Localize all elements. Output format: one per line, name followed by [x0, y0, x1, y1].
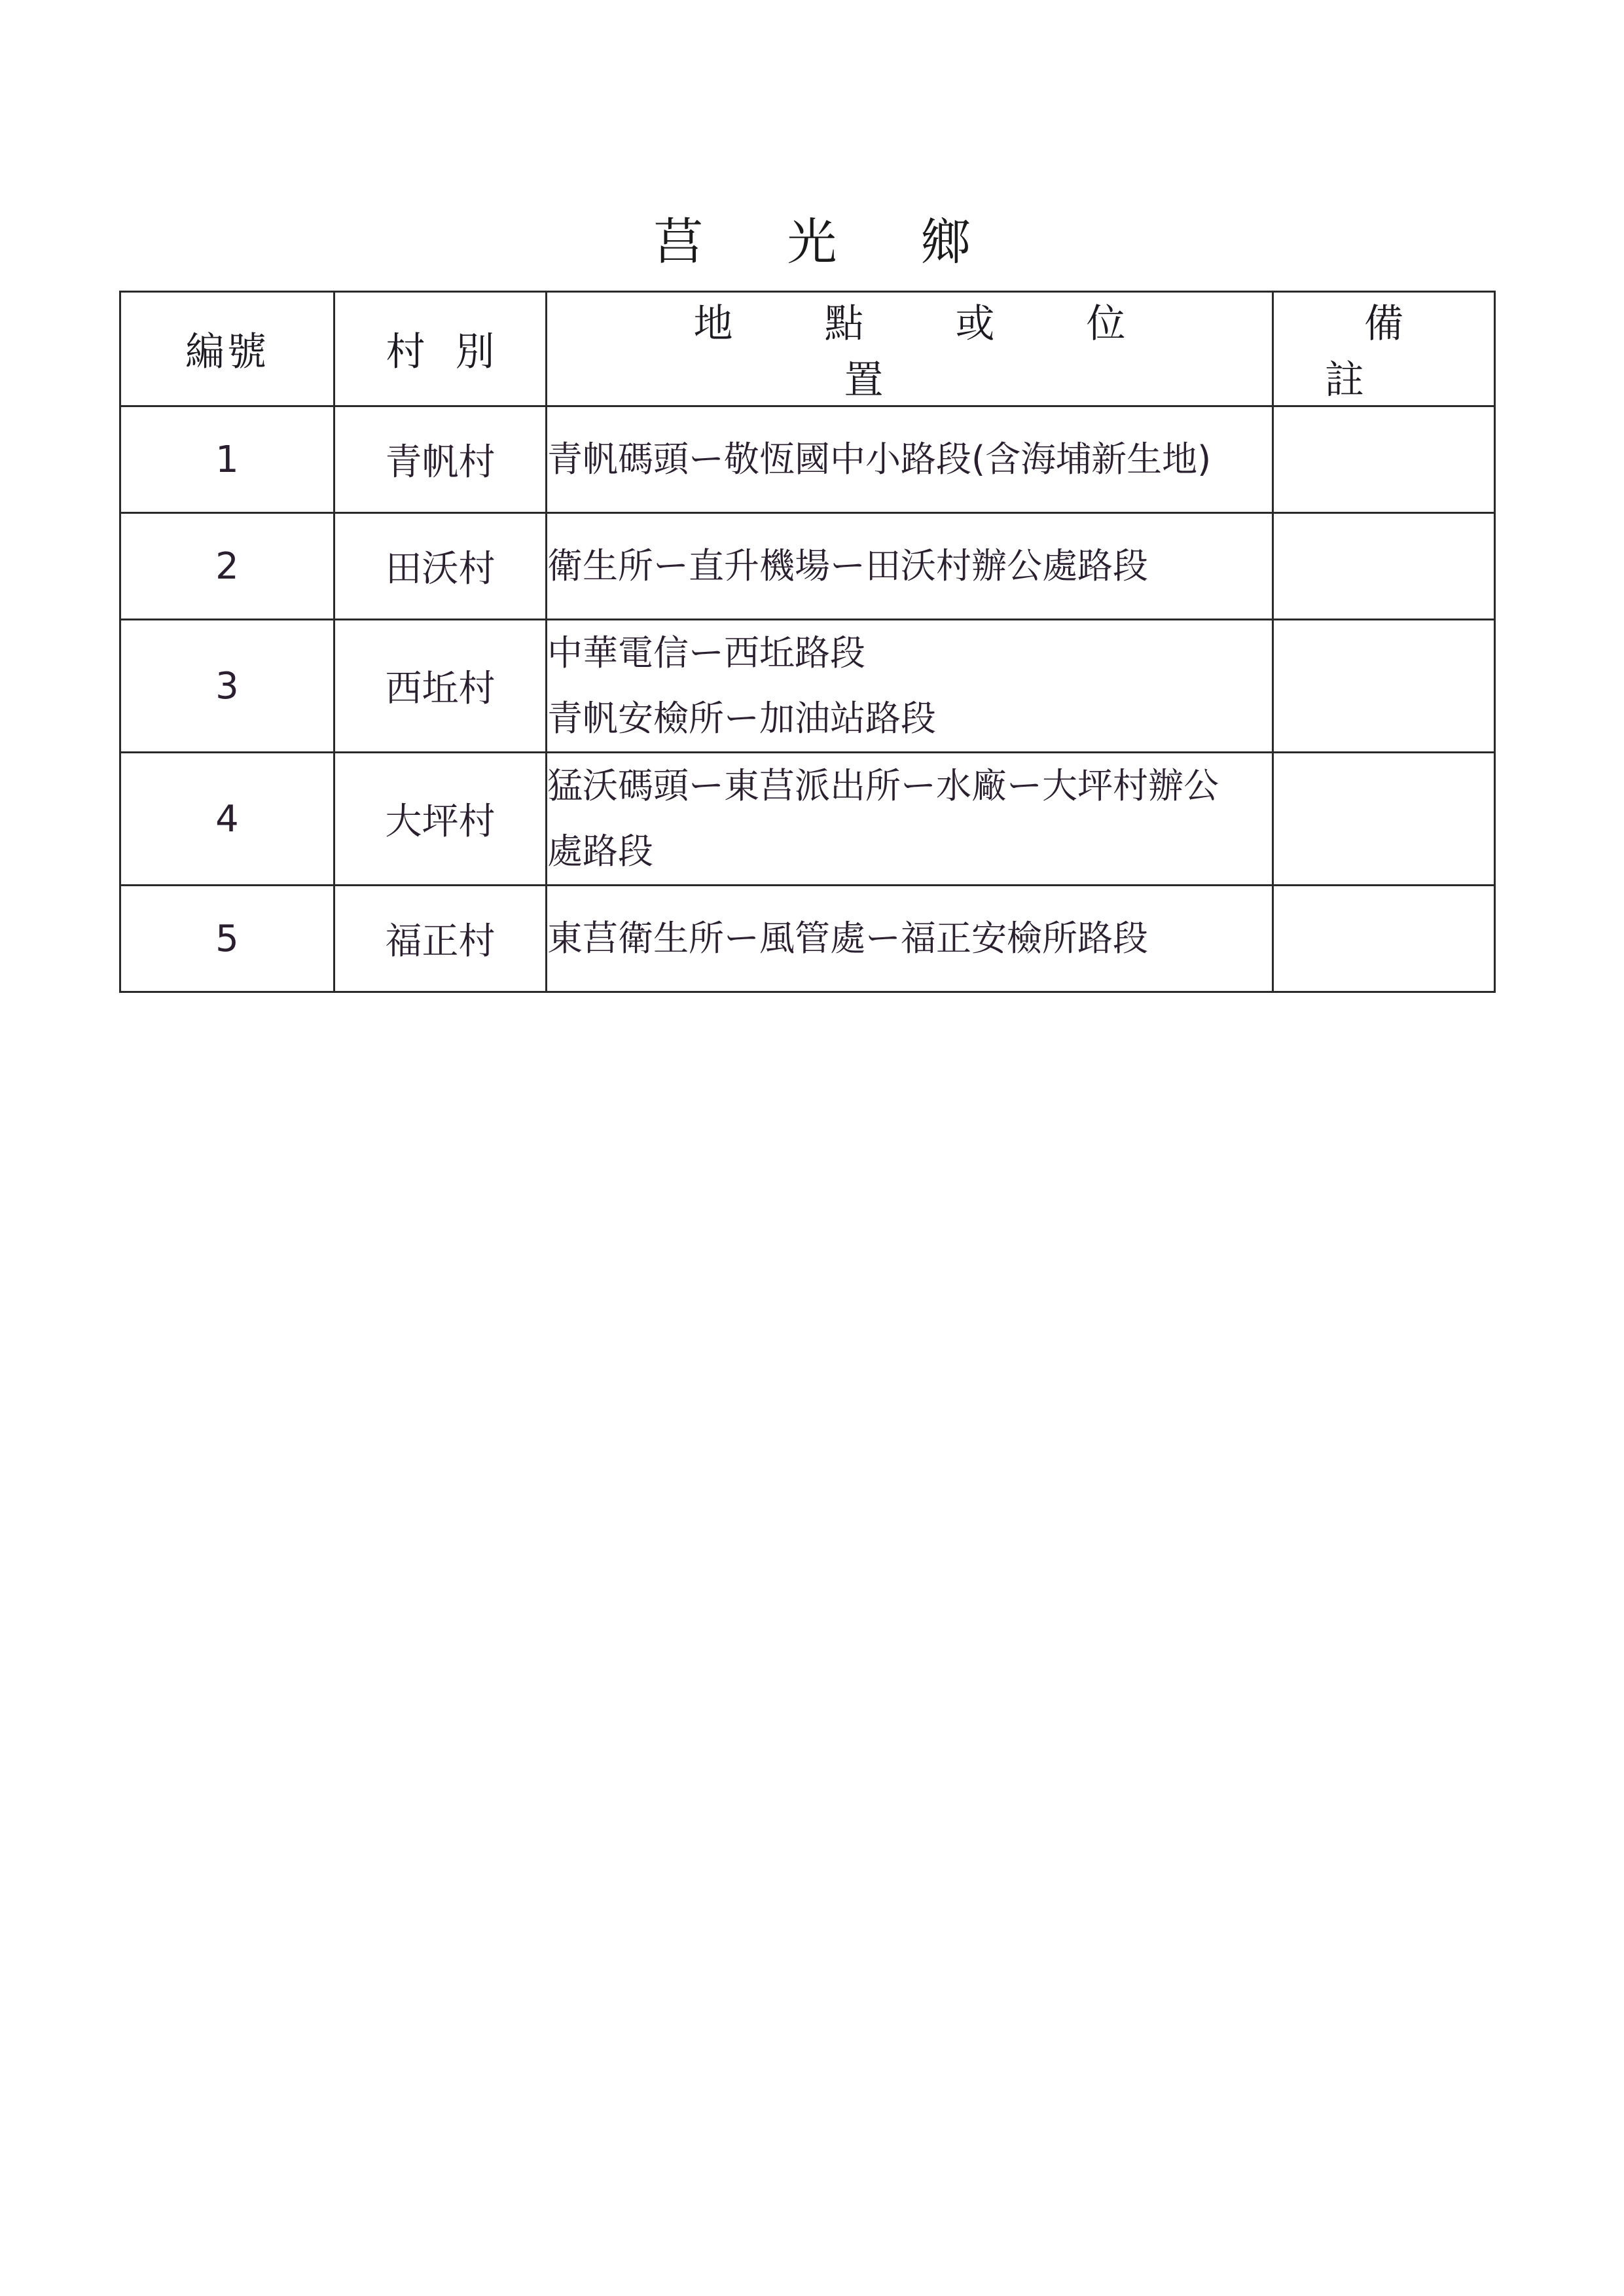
- row-village: 福正村: [334, 886, 547, 992]
- row-village: 西坵村: [334, 620, 547, 753]
- row-number: 1: [120, 406, 334, 513]
- row-village: 田沃村: [334, 513, 547, 620]
- header-village: 村別: [334, 292, 547, 406]
- table-row: [120, 753, 1495, 886]
- row-notes: [1273, 886, 1495, 992]
- road-section-table: [119, 291, 1496, 993]
- table-header-row: [120, 292, 1495, 406]
- table-row: [120, 620, 1495, 753]
- table-row: [120, 406, 1495, 513]
- table-row: [120, 513, 1495, 620]
- row-location: 東莒衛生所ー風管處ー福正安檢所路段: [547, 886, 1273, 992]
- row-location: 中華電信ー西坵路段 青帆安檢所ー加油站路段: [547, 620, 1273, 753]
- row-location: 青帆碼頭ー敬恆國中小路段(含海埔新生地): [547, 406, 1273, 513]
- row-notes: [1273, 406, 1495, 513]
- header-number: 編號: [120, 292, 334, 406]
- row-notes: [1273, 753, 1495, 886]
- row-notes: [1273, 513, 1495, 620]
- row-number: 3: [120, 620, 334, 753]
- table-row: [120, 886, 1495, 992]
- page-title: 莒 光 鄉: [653, 213, 1005, 271]
- row-number: 2: [120, 513, 334, 620]
- row-notes: [1273, 620, 1495, 753]
- row-number: 5: [120, 886, 334, 992]
- header-notes: 備註: [1273, 292, 1495, 406]
- row-village: 青帆村: [334, 406, 547, 513]
- row-location: 衛生所ー直升機場ー田沃村辦公處路段: [547, 513, 1273, 620]
- row-number: 4: [120, 753, 334, 886]
- header-location: 地點或位置: [547, 292, 1273, 406]
- row-village: 大坪村: [334, 753, 547, 886]
- row-location: 猛沃碼頭ー東莒派出所ー水廠ー大坪村辦公 處路段: [547, 753, 1273, 886]
